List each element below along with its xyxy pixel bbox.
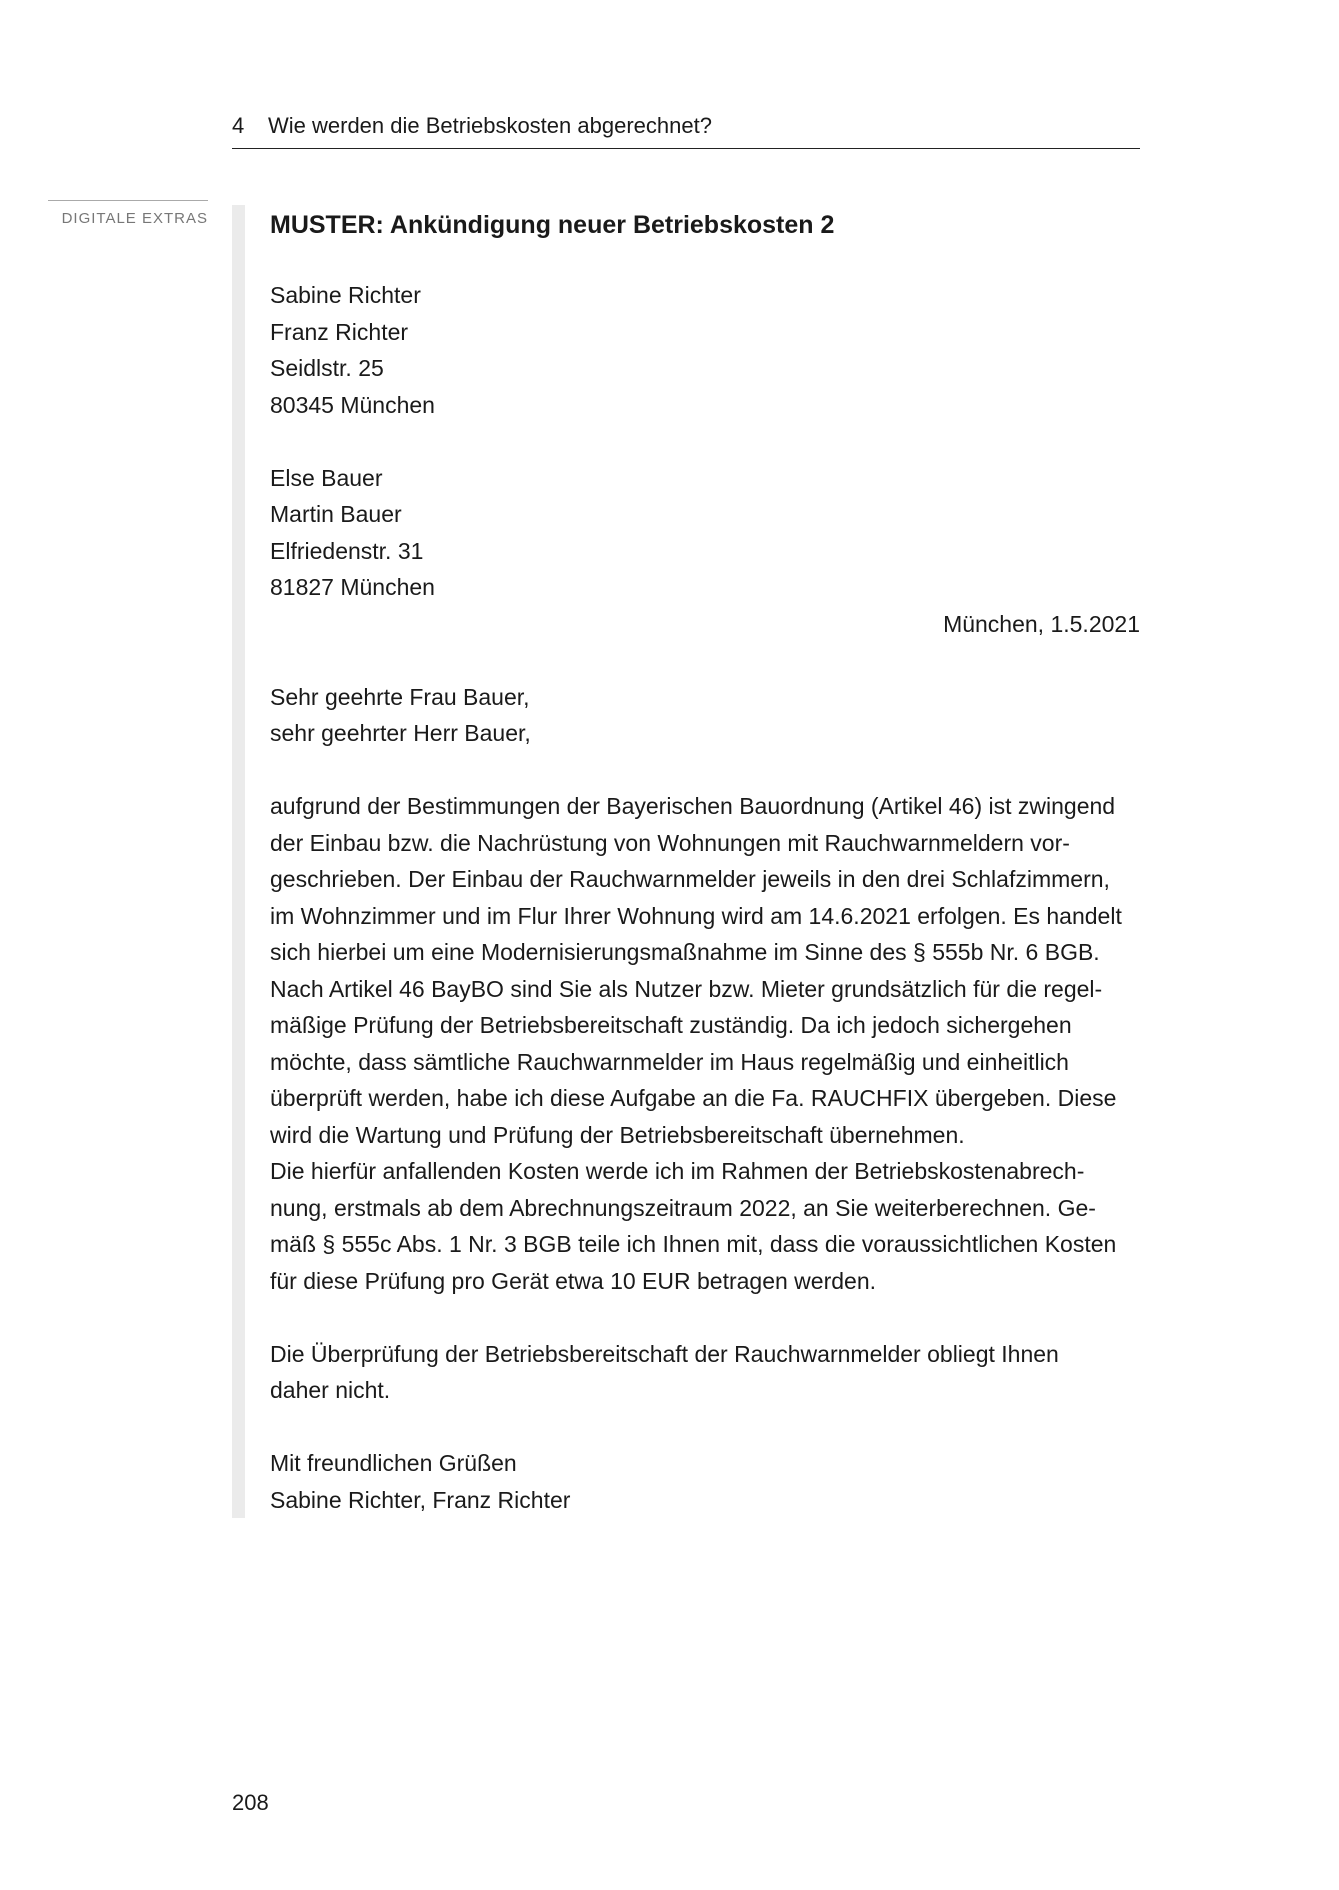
signatories: Sabine Richter, Franz Richter (270, 1486, 571, 1513)
letter-date: München, 1.5.2021 (943, 610, 1140, 637)
sender-line: Franz Richter (270, 318, 409, 345)
sender-line: Seidlstr. 25 (270, 355, 384, 381)
salutation (270, 679, 1140, 752)
body-line: geschrieben. Der Einbau der Rauchwarnmelder jeweils in den drei Schlafzimmern, (270, 866, 1110, 892)
recipient-line: Martin Bauer (270, 501, 402, 527)
closing-greeting: Mit freundlichen Grüßen (270, 1450, 517, 1476)
margin-divider (48, 200, 208, 201)
closing-paragraph (270, 1336, 1140, 1409)
sender-line: 80345 München (270, 391, 435, 418)
body-line: überprüft werden, habe ich diese Aufgabe an die Fa. RAUCHFIX übergeben. Diese (270, 1085, 1117, 1111)
body-line: mäßige Prüfung der Betriebsbereitschaft zuständig. Da ich jedoch sichergehen (270, 1012, 1072, 1038)
salutation-line: sehr geehrter Herr Bauer, (270, 720, 531, 746)
page-number: 208 (232, 1790, 269, 1815)
body-line: für diese Prüfung pro Gerät etwa 10 EUR betragen werden. (270, 1267, 877, 1294)
body-line: wird die Wartung und Prüfung der Betriebsbereitschaft übernehmen. (270, 1121, 965, 1148)
recipient-line: 81827 München (270, 574, 435, 600)
document-title: MUSTER: Ankündigung neuer Betriebskosten 2 (270, 211, 835, 239)
body-line: im Wohnzimmer und im Flur Ihrer Wohnung wird am 14.6.2021 erfolgen. Es handelt (270, 902, 1122, 929)
sample-letter (270, 205, 1140, 1518)
closing-paragraph-line: Die Überprüfung der Betriebsbereitschaft der Rauchwarnmelder obliegt Ihnen (270, 1340, 1059, 1367)
sender-line: Sabine Richter (270, 282, 421, 308)
salutation-line: Sehr geehrte Frau Bauer, (270, 683, 530, 710)
body-line: mäß § 555c Abs. 1 Nr. 3 BGB teile ich Ihnen mit, dass die voraussichtlichen Kosten (270, 1231, 1117, 1257)
body-line: der Einbau bzw. die Nachrüstung von Wohnungen mit Rauchwarnmeldern vor- (270, 829, 1070, 856)
recipient-line: Else Bauer (270, 464, 383, 491)
closing-paragraph-line: daher nicht. (270, 1377, 391, 1403)
letter-body (270, 788, 1140, 1299)
chapter-number: 4 (232, 113, 245, 138)
recipient-line: Elfriedenstr. 31 (270, 537, 424, 564)
running-head (232, 112, 1140, 149)
recipient-address (270, 460, 1140, 606)
sender-address (270, 277, 1140, 423)
chapter-title: Wie werden die Betriebskosten abgerechnet? (268, 113, 712, 138)
body-line: Die hierfür anfallenden Kosten werde ich im Rahmen der Betriebskostenabrech- (270, 1158, 1085, 1184)
signature-block (270, 1445, 1140, 1518)
digital-extras-label: DIGITALE EXTRAS (61, 210, 208, 227)
body-line: aufgrund der Bestimmungen der Bayerischen Bauordnung (Artikel 46) ist zwingend (270, 793, 1116, 819)
body-line: Nach Artikel 46 BayBO sind Sie als Nutzer bzw. Mieter grundsätzlich für die regel- (270, 975, 1103, 1002)
body-line: nung, erstmals ab dem Abrechnungszeitraum 2022, an Sie weiterberechnen. Ge- (270, 1194, 1096, 1221)
body-line: sich hierbei um eine Modernisierungsmaßnahme im Sinne des § 555b Nr. 6 BGB. (270, 939, 1100, 965)
body-line: möchte, dass sämtliche Rauchwarnmelder im Haus regelmäßig und einheitlich (270, 1048, 1069, 1075)
sample-letter-sidebar (232, 205, 245, 1518)
